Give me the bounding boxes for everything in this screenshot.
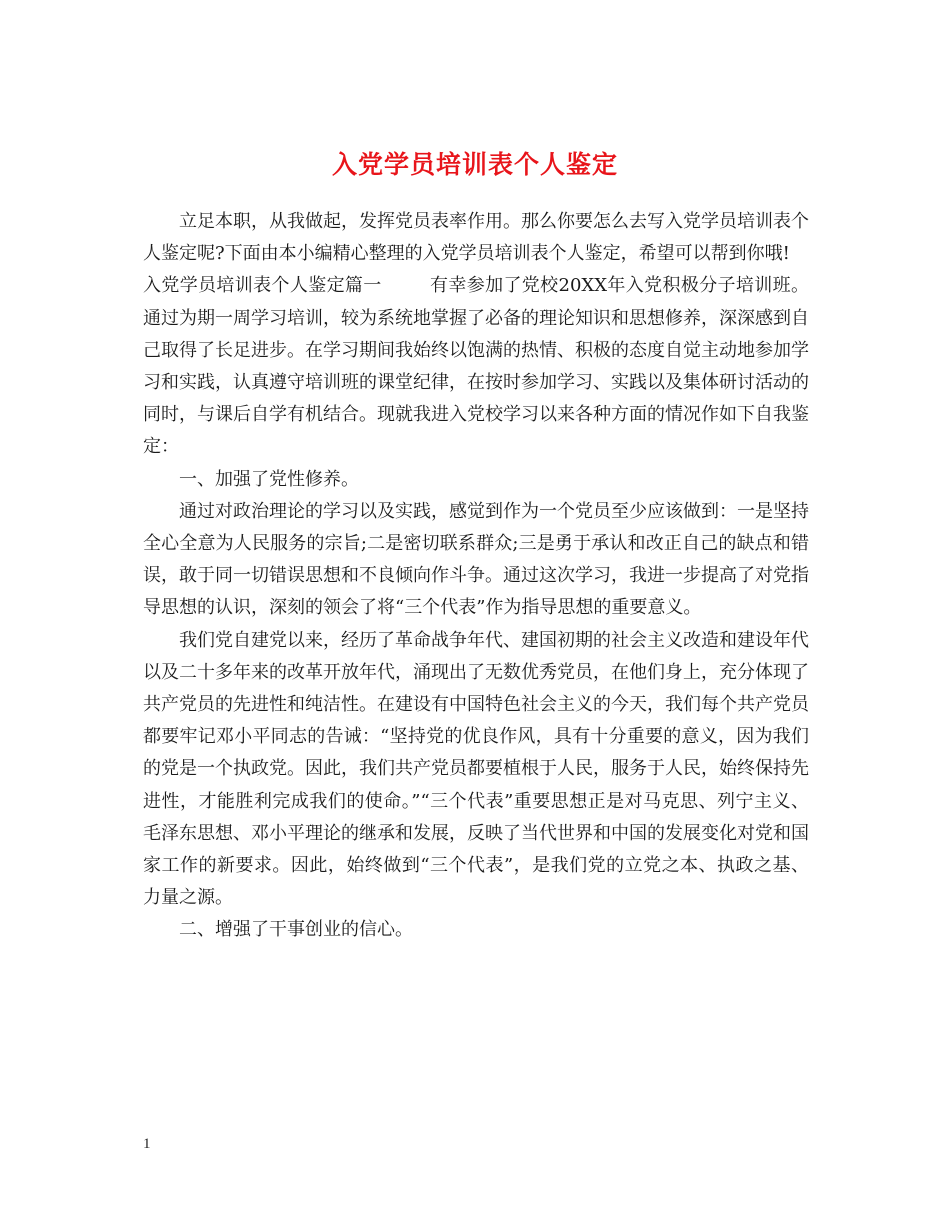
subheading-1: 一、加强了党性修养。 [179, 468, 359, 490]
section-heading: 入党学员培训表个人鉴定篇一 [143, 275, 382, 297]
intro-paragraph: 立足本职，从我做起，发挥党员表率作用。那么你要怎么去写入党学员培训表个人鉴定呢?下面由本小编精心整理的入党学员培训表个人鉴定，希望可以帮到你哦! [143, 211, 809, 265]
body-paragraph: 我们党自建党以来，经历了革命战争年代、建国初期的社会主义改造和建设年代以及二十多年来的改革开放年代，涌现出了无数优秀党员，在他们身上，充分体现了共产党员的先进性和纯洁性。在建设有中国特色社会主义的今天，我们每个共产党员都要牢记邓小平同志的告诫：“坚持党的优良作风，具有十分重要的意义，因为我们的党是一个执政党。因此，我们共产党员都要植根于人民，服务于人民，始终保持先进性，才能胜利完成我们的使命。”“三个代表”重要思想正是对马克思、列宁主义、毛泽东思想、邓小平理论的继承和发展，反映了当代世界和中国的发展变化对党和国家工作的新要求。因此，始终做到“三个代表”，是我们党的立党之本、执政之基、力量之源。 [143, 629, 809, 909]
document-title: 入党学员培训表个人鉴定 [331, 149, 618, 179]
section-lead-text: 有幸参加了党校20XX年入党积极分子培训班。通过为期一周学习培训，较为系统地掌握了必备的理论知识和思想修养，深深感到自己取得了长足进步。在学习期间我始终以饱满的热情、积极的态度自觉主动地参加学习和实践，认真遵守培训班的课堂纪律，在按时参加学习、实践以及集体研讨活动的同时，与课后自学有机结合。现就我进入党校学习以来各种方面的情况作如下自我鉴定： [143, 275, 809, 458]
page-number: 1 [143, 1136, 151, 1152]
section-lead-paragraph [143, 270, 809, 463]
subheading-2: 二、增强了干事创业的信心。 [179, 919, 413, 941]
body-paragraph: 通过对政治理论的学习以及实践，感觉到作为一个党员至少应该做到：一是坚持全心全意为人民服务的宗旨;二是密切联系群众;三是勇于承认和改正自己的缺点和错误，敢于同一切错误思想和不良倾向作斗争。通过这次学习，我进一步提高了对党指导思想的认识，深刻的领会了将“三个代表”作为指导思想的重要意义。 [143, 500, 809, 619]
document-body [143, 206, 809, 947]
